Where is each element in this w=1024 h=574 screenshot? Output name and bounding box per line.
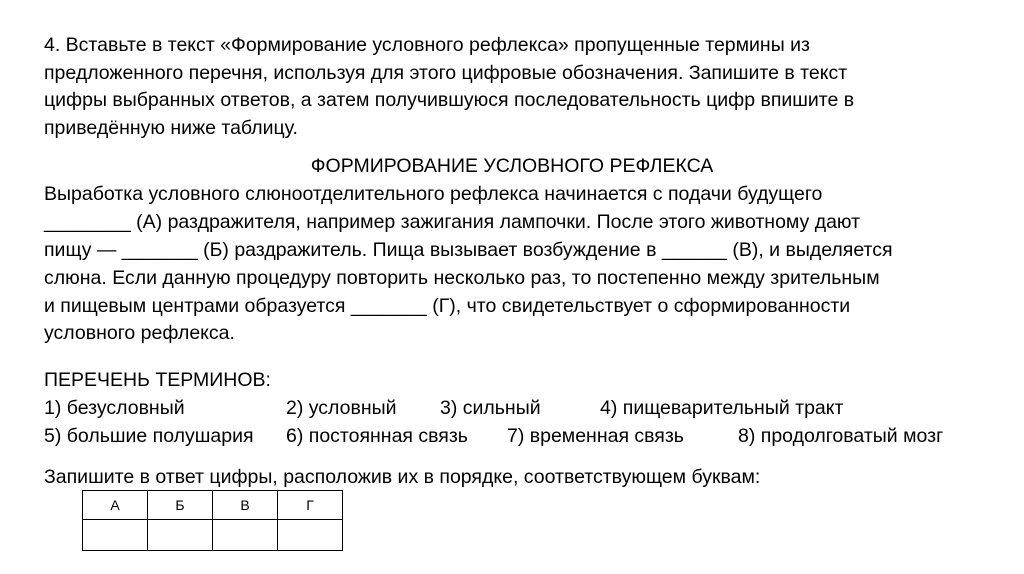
answer-header-cell: В <box>213 491 278 520</box>
term-item: 4) пищеварительный тракт <box>600 397 844 419</box>
passage-line-5: и пищевым центрами образуется _______ (Г), что свидетельствует о сформированности <box>44 295 851 317</box>
term-item: 7) временная связь <box>507 425 684 447</box>
passage-line-1: Выработка условного слюноотделительного рефлекса начинается с подачи будущего <box>44 183 823 205</box>
answer-header-cell: А <box>83 491 148 520</box>
task-line-1: 4. Вставьте в текст «Формирование условного рефлекса» пропущенные термины из <box>44 34 810 56</box>
answer-instruction: Запишите в ответ цифры, расположив их в порядке, соответствующем буквам: <box>44 466 761 488</box>
passage-title: ФОРМИРОВАНИЕ УСЛОВНОГО РЕФЛЕКСА <box>310 155 714 177</box>
task-line-4: приведённую ниже таблицу. <box>44 117 298 139</box>
term-item: 3) сильный <box>440 397 541 419</box>
answer-header-cell: Б <box>148 491 213 520</box>
passage-line-6: условного рефлекса. <box>44 322 235 344</box>
terms-heading: ПЕРЕЧЕНЬ ТЕРМИНОВ: <box>44 369 271 391</box>
answer-header-row <box>83 491 343 520</box>
term-item: 8) продолговатый мозг <box>738 425 944 447</box>
answer-cell-a[interactable] <box>83 520 148 551</box>
answer-cell-b[interactable] <box>148 520 213 551</box>
answer-table <box>82 490 343 551</box>
passage-line-2: ________ (А) раздражителя, например зажигания лампочки. После этого животному дают <box>44 211 861 233</box>
answer-input-row <box>83 520 343 551</box>
answer-header-cell: Г <box>278 491 343 520</box>
answer-cell-g[interactable] <box>278 520 343 551</box>
term-item: 6) постоянная связь <box>286 425 468 447</box>
term-item: 5) большие полушария <box>44 425 254 447</box>
term-item: 1) безусловный <box>44 397 185 419</box>
passage-line-4: слюна. Если данную процедуру повторить несколько раз, то постепенно между зрительным <box>44 267 880 289</box>
answer-cell-v[interactable] <box>213 520 278 551</box>
passage-line-3: пищу — _______ (Б) раздражитель. Пища вызывает возбуждение в ______ (В), и выделяется <box>44 239 893 261</box>
task-line-2: предложенного перечня, используя для этого цифровые обозначения. Запишите в текст <box>44 62 848 84</box>
term-item: 2) условный <box>286 397 397 419</box>
task-line-3: цифры выбранных ответов, а затем получившуюся последовательность цифр впишите в <box>44 89 855 111</box>
